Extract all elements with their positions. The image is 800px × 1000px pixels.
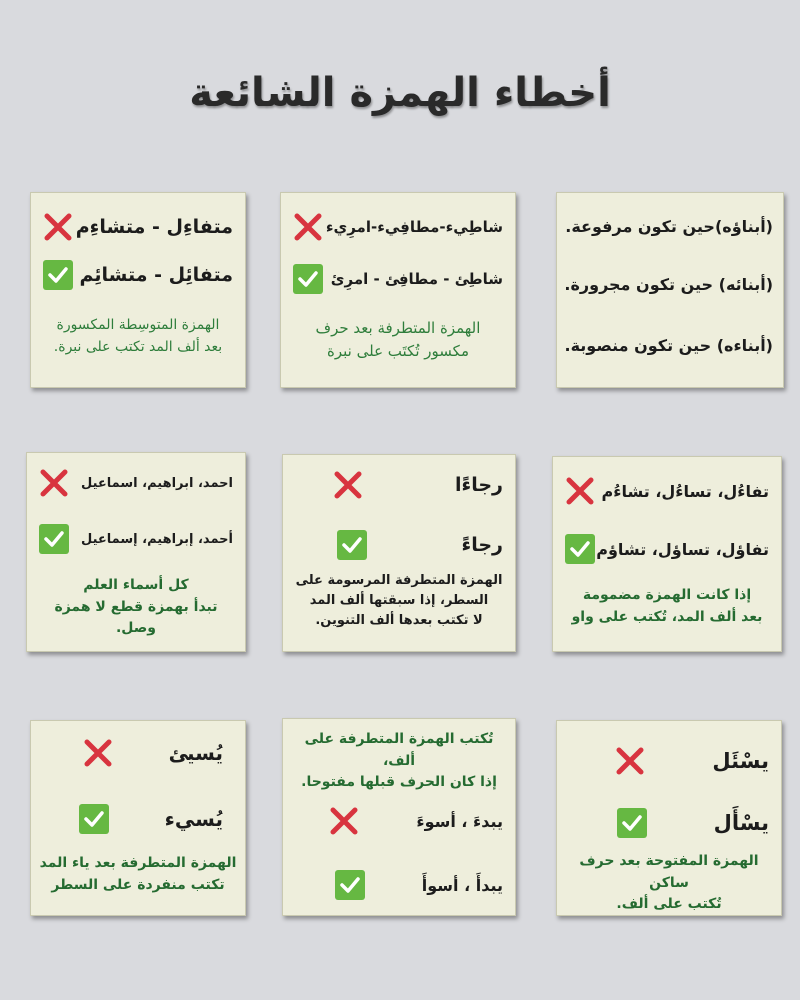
wrong-row (553, 473, 781, 509)
rule-note-line-2: إذا كان الحرف قبلها مفتوحا. (301, 774, 497, 791)
wrong-row (283, 803, 515, 839)
right-row (31, 801, 245, 837)
right-row (281, 261, 515, 297)
rule-note-line-1: كل أسماء العلم (83, 577, 189, 593)
check-icon (565, 534, 595, 564)
rule-note-line-1: الهمزة المفتوحة بعد حرف ساكن (579, 853, 759, 891)
page-title: أخطاء الهمزة الشائعة (189, 70, 611, 116)
rule-line-3: (أبناءه) حين تكون منصوبة. (564, 336, 773, 355)
right-row (283, 527, 515, 563)
rule-note (287, 317, 509, 364)
rule-line-1: (أبناؤه)حين تكون مرفوعة. (565, 217, 773, 236)
wrong-row (31, 209, 245, 245)
rule-note-line-2: بعد ألف المد، تُكتب على واو (571, 608, 763, 625)
wrong-spelling: رجاءًا (455, 474, 503, 496)
check-icon (43, 260, 73, 290)
rule-note-line-3: لا تكتب بعدها ألف التنوين. (315, 613, 483, 629)
check-icon (39, 524, 69, 554)
card-final-hamza-after-ya (30, 720, 246, 916)
wrong-spelling: تفاءُل، تساءُل، تشاءُم (601, 481, 769, 501)
rule-note (37, 853, 239, 896)
wrong-spelling: متفاءِل - متشاءِم (75, 216, 233, 238)
rule-note-line-1: تُكتب الهمزة المتطرفة على ألف، (304, 731, 494, 769)
wrong-spelling: احمد، ابراهيم، اسماعيل (80, 475, 233, 491)
rule-note-line-1: الهمزة المتطرفة بعد حرف (315, 319, 481, 337)
cross-icon (39, 468, 69, 498)
right-row (553, 531, 781, 567)
rule-note-line-2: السطر، إذا سبقتها ألف المد (309, 593, 489, 609)
card-proper-names (26, 452, 246, 652)
card-final-hamza-kasra (280, 192, 516, 388)
check-icon (617, 808, 647, 838)
wrong-spelling: يُسيئ (168, 741, 223, 765)
cross-icon (329, 806, 359, 836)
right-spelling: متفائِل - متشائِم (79, 264, 233, 286)
rule-note-line-2: بعد ألف المد تكتب على نبرة. (53, 338, 223, 355)
cross-icon (83, 738, 113, 768)
cross-icon (43, 212, 73, 242)
rule-note (289, 571, 509, 631)
rule-note-line-1: الهمزة المتطرفة بعد ياء المد (39, 855, 237, 871)
rule-note-line-1: الهمزة المتوسِطة المكسورة (56, 317, 220, 333)
wrong-row (283, 467, 515, 503)
wrong-spelling: شاطِيء-مطافِيء-امرِيء (325, 218, 503, 236)
cross-icon (615, 746, 645, 776)
check-icon (79, 804, 109, 834)
rule-line-2: (أبنائه) حين تكون مجرورة. (564, 275, 773, 294)
rule-note-line-1: الهمزة المتطرفة المرسومة على (295, 573, 503, 588)
card-tanween-alif (282, 454, 516, 652)
wrong-spelling: يبدءَ ، أسوءَ (416, 811, 503, 831)
card-possessive-hamza (556, 192, 784, 388)
right-spelling: يبدأَ ، أسوأَ (421, 875, 503, 895)
cross-icon (565, 476, 595, 506)
card-final-hamza-fatha (282, 718, 516, 916)
wrong-spelling: يسْئَل (712, 749, 769, 773)
right-spelling: أحمد، إبراهيم، إسماعيل (80, 531, 233, 547)
cross-icon (293, 212, 323, 242)
check-icon (335, 870, 365, 900)
right-row (283, 867, 515, 903)
rule-note (559, 585, 775, 628)
right-spelling: شاطِئ - مطافِئ - امرِئ (330, 270, 503, 288)
card-medial-hamza-kasra (30, 192, 246, 388)
rule-note (563, 851, 775, 916)
card-medial-hamza-damma (552, 456, 782, 652)
right-spelling: تفاؤل، تساؤل، تشاؤم (596, 539, 769, 559)
right-row (557, 805, 781, 841)
right-spelling: رجاءً (461, 534, 503, 556)
wrong-row (27, 465, 245, 501)
rule-note-line-2: تُكتب على ألف. (616, 896, 722, 913)
check-icon (337, 530, 367, 560)
rule-note-line-2: مكسور تُكتَب على نبرة (327, 342, 469, 361)
rule-note (37, 315, 239, 358)
rule-note-line-2: تبدأ بهمزة قطع لا همزة وصل. (54, 598, 218, 637)
check-icon (293, 264, 323, 294)
rule-note-line-2: تكتب منفردة على السطر (51, 876, 225, 893)
wrong-row (31, 735, 245, 771)
rule-note (33, 575, 239, 640)
right-row (27, 521, 245, 557)
wrong-row (557, 743, 781, 779)
card-hamza-after-sukun (556, 720, 782, 916)
right-spelling: يسْأَل (713, 811, 769, 835)
right-spelling: يُسيء (164, 807, 223, 831)
rule-note-line-1: إذا كانت الهمزة مضمومة (582, 587, 752, 603)
rule-note (289, 729, 509, 794)
right-row (31, 257, 245, 293)
cross-icon (333, 470, 363, 500)
wrong-row (281, 209, 515, 245)
